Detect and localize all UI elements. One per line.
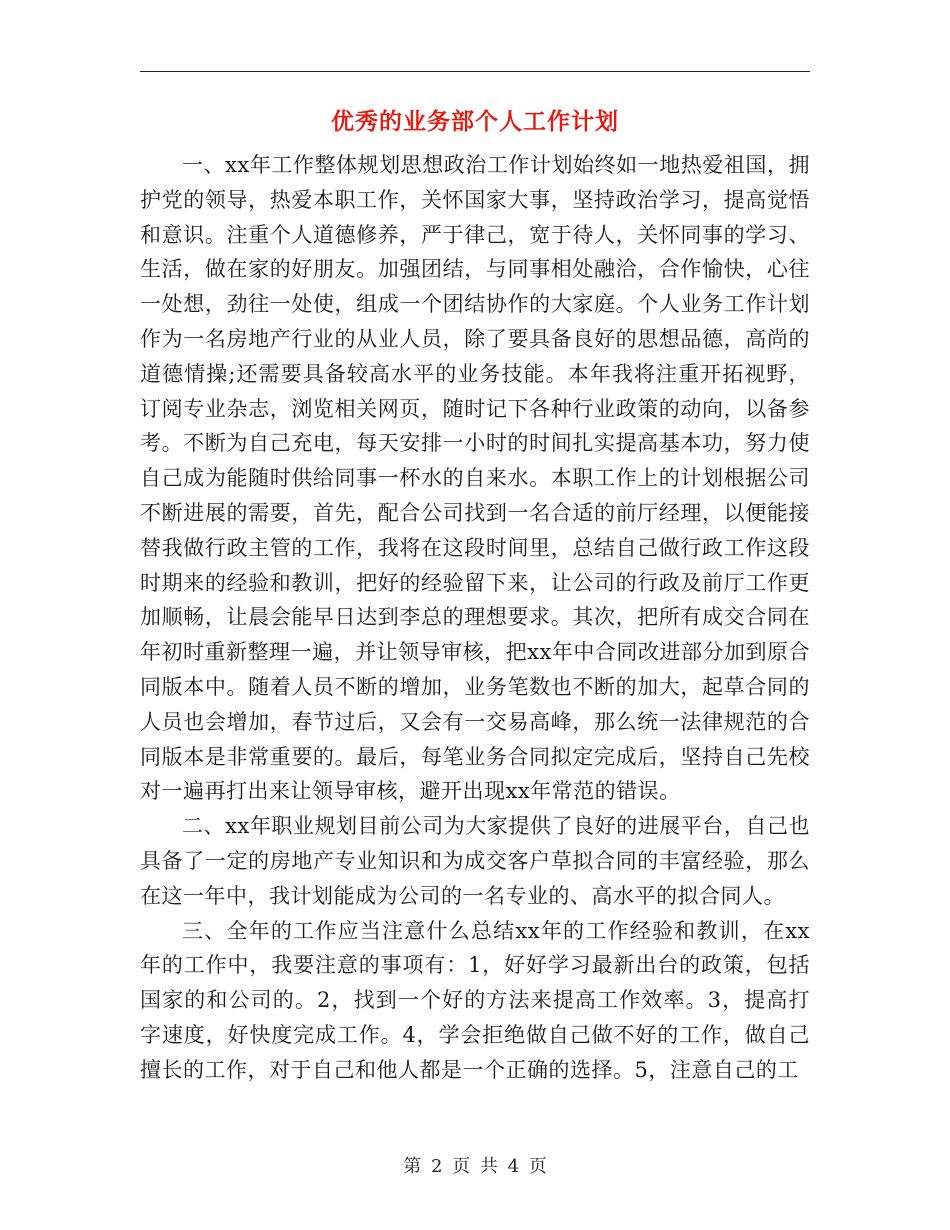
page-number-footer: 第 2 页 共 4 页 — [403, 1156, 547, 1177]
header-rule — [140, 71, 810, 72]
paragraph-1: 一、xx年工作整体规划思想政治工作计划始终如一地热爱祖国，拥护党的领导，热爱本职工作，关怀国家大事，坚持政治学习，提高觉悟和意识。注重个人道德修养，严于律己，宽于待人，关怀同事的学习、生活，做在家的好朋友。加强团结，与同事相处融洽，合作愉快，心往一处想，劲往一处使，组成一个团结协作的大家庭。个人业务工作计划作为一名房地产行业的从业人员，除了要具备良好的思想品德，高尚的道德情操;还需要具备较高水平的业务技能。本年我将注重开拓视野，订阅专业杂志，浏览相关网页，随时记下各种行业政策的动向，以备参考。不断为自己充电，每天安排一小时的时间扎实提高基本功，努力使自己成为能随时供给同事一杯水的自来水。本职工作上的计划根据公司不断进展的需要，首先，配合公司找到一名合适的前厅经理，以便能接替我做行政主管的工作，我将在这段时间里，总结自己做行政工作这段时期来的经验和教训，把好的经验留下来，让公司的行政及前厅工作更加顺畅，让晨会能早日达到李总的理想要求。其次，把所有成交合同在年初时重新整理一遍，并让领导审核，把xx年中合同改进部分加到原合同版本中。随着人员不断的增加，业务笔数也不断的加大，起草合同的人员也会增加，春节过后，又会有一交易高峰，那么统一法律规范的合同版本是非常重要的。最后，每笔业务合同拟定完成后，坚持自己先校对一遍再打出来让领导审核，避开出现xx年常范的错误。 — [140, 153, 810, 804]
document-body — [140, 148, 810, 1088]
paragraph-3: 三、全年的工作应当注意什么总结xx年的工作经验和教训，在xx年的工作中，我要注意的事项有：1，好好学习最新出台的政策，包括国家的和公司的。2，找到一个好的方法来提高工作效率。3，提高打字速度，好快度完成工作。4，学会拒绝做自己做不好的工作，做自己擅长的工作，对于自己和他人都是一个正确的选择。5，注意自己的工 — [140, 918, 810, 1082]
document-title: 优秀的业务部个人工作计划 — [331, 108, 619, 135]
paragraph-2: 二、xx年职业规划目前公司为大家提供了良好的进展平台，自己也具备了一定的房地产专业知识和为成交客户草拟合同的丰富经验，那么在这一年中，我计划能成为公司的一名专业的、高水平的拟合同人。 — [140, 814, 810, 908]
